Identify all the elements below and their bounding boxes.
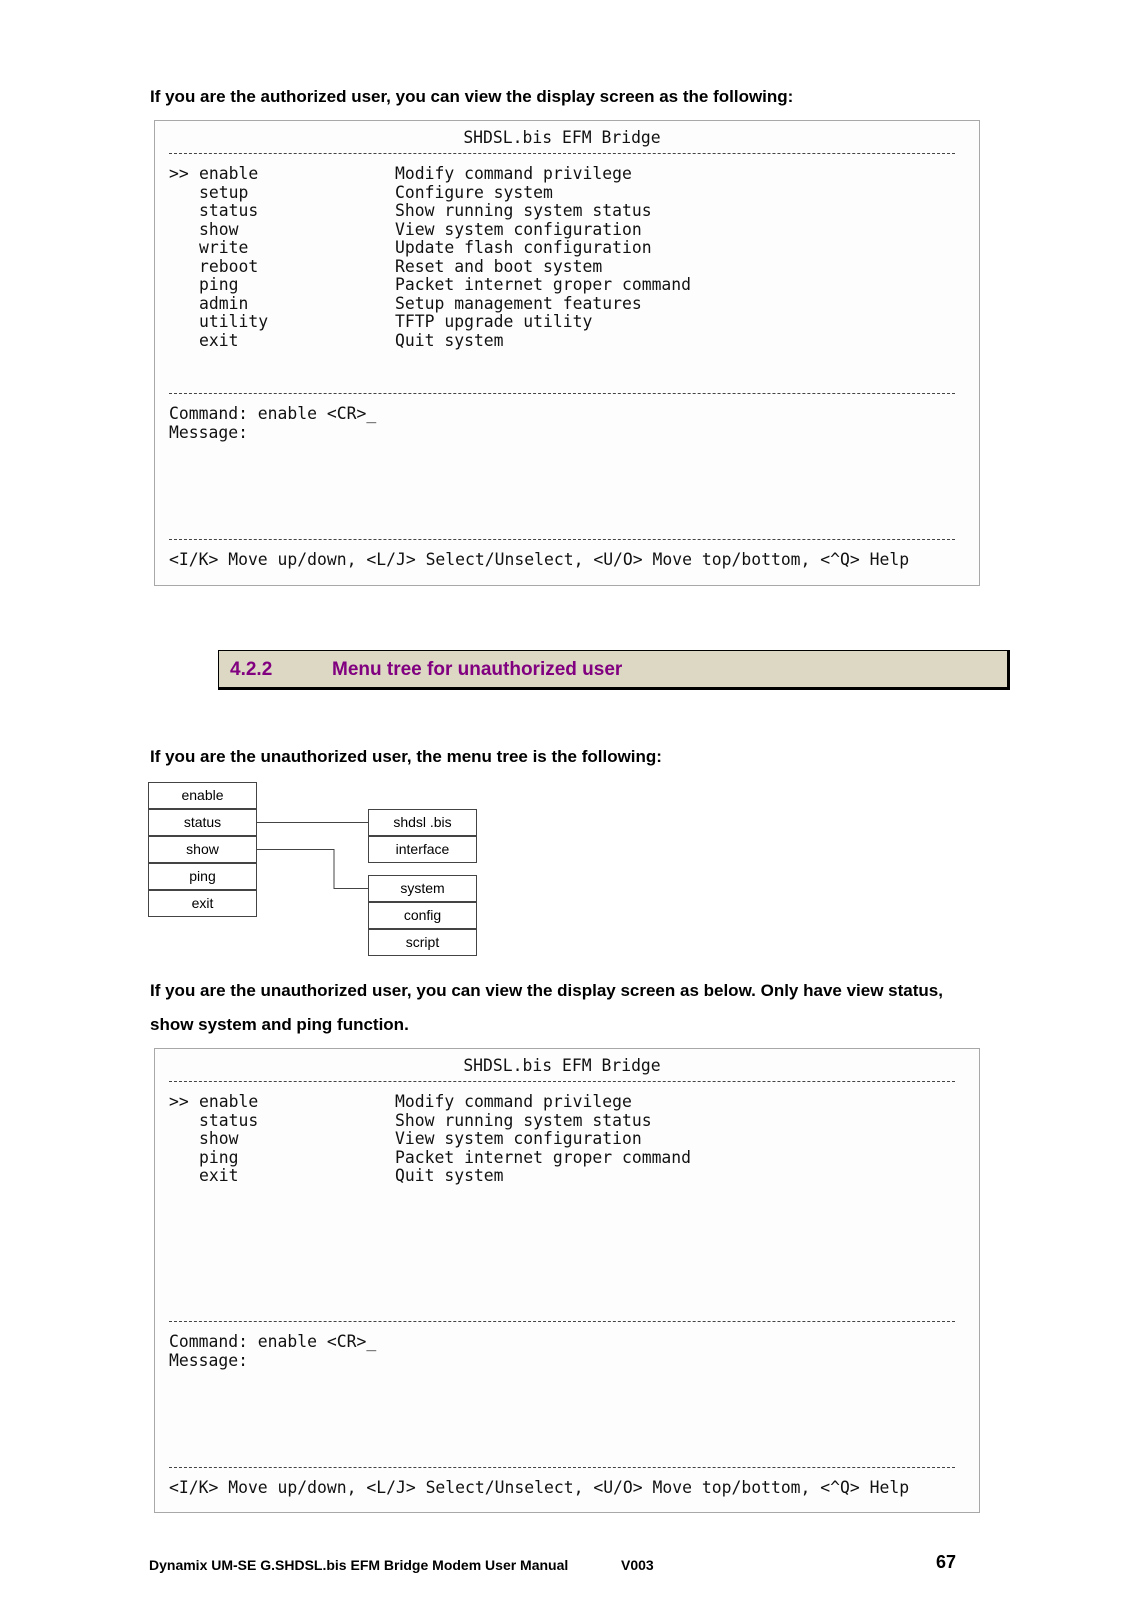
terminal-rule-middle bbox=[169, 1321, 955, 1322]
tree-child-shdsl-bis: shdsl .bis bbox=[368, 809, 477, 836]
menu-item-status[interactable]: status bbox=[199, 201, 259, 220]
menu-item-description: Show running system status bbox=[395, 1110, 652, 1130]
footer-version: V003 bbox=[621, 1557, 654, 1573]
menu-item-description: Modify command privilege bbox=[395, 164, 632, 183]
terminal-rule-bottom bbox=[169, 539, 955, 540]
menu-item-status[interactable]: status bbox=[199, 1110, 259, 1130]
page-number: 67 bbox=[936, 1552, 957, 1572]
menu-item-description: Quit system bbox=[395, 1166, 504, 1185]
menu-item-ping[interactable]: ping bbox=[199, 1147, 239, 1167]
terminal-rule-bottom bbox=[169, 1467, 955, 1468]
menu-item-description: Show running system status bbox=[395, 201, 652, 220]
menu-item-ping[interactable]: ping bbox=[199, 275, 239, 294]
selection-marker: >> bbox=[169, 1092, 189, 1111]
terminal-screen-unauthorized bbox=[154, 1048, 980, 1513]
terminal-rule-middle bbox=[169, 393, 955, 394]
menu-item-description: TFTP upgrade utility bbox=[395, 312, 593, 331]
message-line: Message: bbox=[169, 423, 248, 442]
menu-item-show[interactable]: show bbox=[199, 219, 239, 239]
tree-item-show: show bbox=[148, 836, 257, 863]
terminal-rule-top bbox=[169, 1081, 955, 1082]
command-line[interactable]: Command: enable <CR>_ bbox=[169, 404, 377, 423]
menu-item-exit[interactable]: exit bbox=[199, 1166, 239, 1185]
menu-item-admin[interactable]: admin bbox=[199, 293, 249, 313]
terminal-title: SHDSL.bis EFM Bridge bbox=[463, 128, 661, 147]
tree-child-script: script bbox=[368, 929, 477, 956]
tree-item-exit: exit bbox=[148, 890, 257, 917]
menu-item-enable[interactable]: enable bbox=[199, 164, 259, 183]
menu-item-exit[interactable]: exit bbox=[199, 330, 239, 350]
terminal-rule-top bbox=[169, 153, 955, 154]
terminal-screen-authorized bbox=[154, 120, 980, 586]
help-line: <I/K> Move up/down, <L/J> Select/Unselect, <U/O> Move top/bottom, <^Q> Help bbox=[169, 1478, 910, 1497]
menu-item-reboot[interactable]: reboot bbox=[199, 256, 259, 276]
tree-child-system: system bbox=[368, 875, 477, 902]
menu-item-write[interactable]: write bbox=[199, 238, 249, 257]
menu-item-description: Modify command privilege bbox=[395, 1092, 632, 1111]
menu-item-description: View system configuration bbox=[395, 1129, 642, 1148]
footer-manual-title: Dynamix UM-SE G.SHDSL.bis EFM Bridge Modem User Manual bbox=[149, 1557, 569, 1573]
menu-item-setup[interactable]: setup bbox=[199, 182, 249, 202]
section-number: 4.2.2 bbox=[230, 659, 273, 680]
message-line: Message: bbox=[169, 1351, 248, 1370]
menu-item-description: View system configuration bbox=[395, 219, 642, 239]
menu-item-enable[interactable]: enable bbox=[199, 1092, 259, 1111]
menu-item-description: Reset and boot system bbox=[395, 256, 603, 276]
menu-item-utility[interactable]: utility bbox=[199, 312, 269, 331]
intro-unauthorized-tree: If you are the unauthorized user, the menu tree is the following: bbox=[150, 747, 662, 766]
help-line: <I/K> Move up/down, <L/J> Select/Unselect, <U/O> Move top/bottom, <^Q> Help bbox=[169, 550, 910, 569]
menu-item-description: Packet internet groper command bbox=[395, 1147, 692, 1167]
menu-item-show[interactable]: show bbox=[199, 1129, 239, 1148]
terminal-title: SHDSL.bis EFM Bridge bbox=[463, 1056, 661, 1075]
menu-item-description: Update flash configuration bbox=[395, 238, 652, 257]
menu-item-description: Quit system bbox=[395, 330, 504, 350]
tree-item-enable: enable bbox=[148, 782, 257, 809]
tree-child-interface: interface bbox=[368, 836, 477, 863]
intro-authorized: If you are the authorized user, you can view the display screen as the following: bbox=[150, 87, 794, 106]
command-line[interactable]: Command: enable <CR>_ bbox=[169, 1332, 377, 1351]
selection-marker: >> bbox=[169, 164, 189, 183]
menu-item-description: Configure system bbox=[395, 182, 553, 202]
tree-item-status: status bbox=[148, 809, 257, 836]
menu-item-description: Packet internet groper command bbox=[395, 275, 692, 294]
section-title: Menu tree for unauthorized user bbox=[332, 659, 623, 680]
intro-unauthorized-screen: If you are the unauthorized user, you can view the display screen as below. Only have view status, show system and ping function. bbox=[150, 981, 943, 1034]
tree-item-ping: ping bbox=[148, 863, 257, 890]
tree-child-config: config bbox=[368, 902, 477, 929]
section-heading bbox=[218, 650, 1010, 690]
menu-item-description: Setup management features bbox=[395, 293, 642, 313]
menu-tree-diagram bbox=[148, 782, 488, 962]
